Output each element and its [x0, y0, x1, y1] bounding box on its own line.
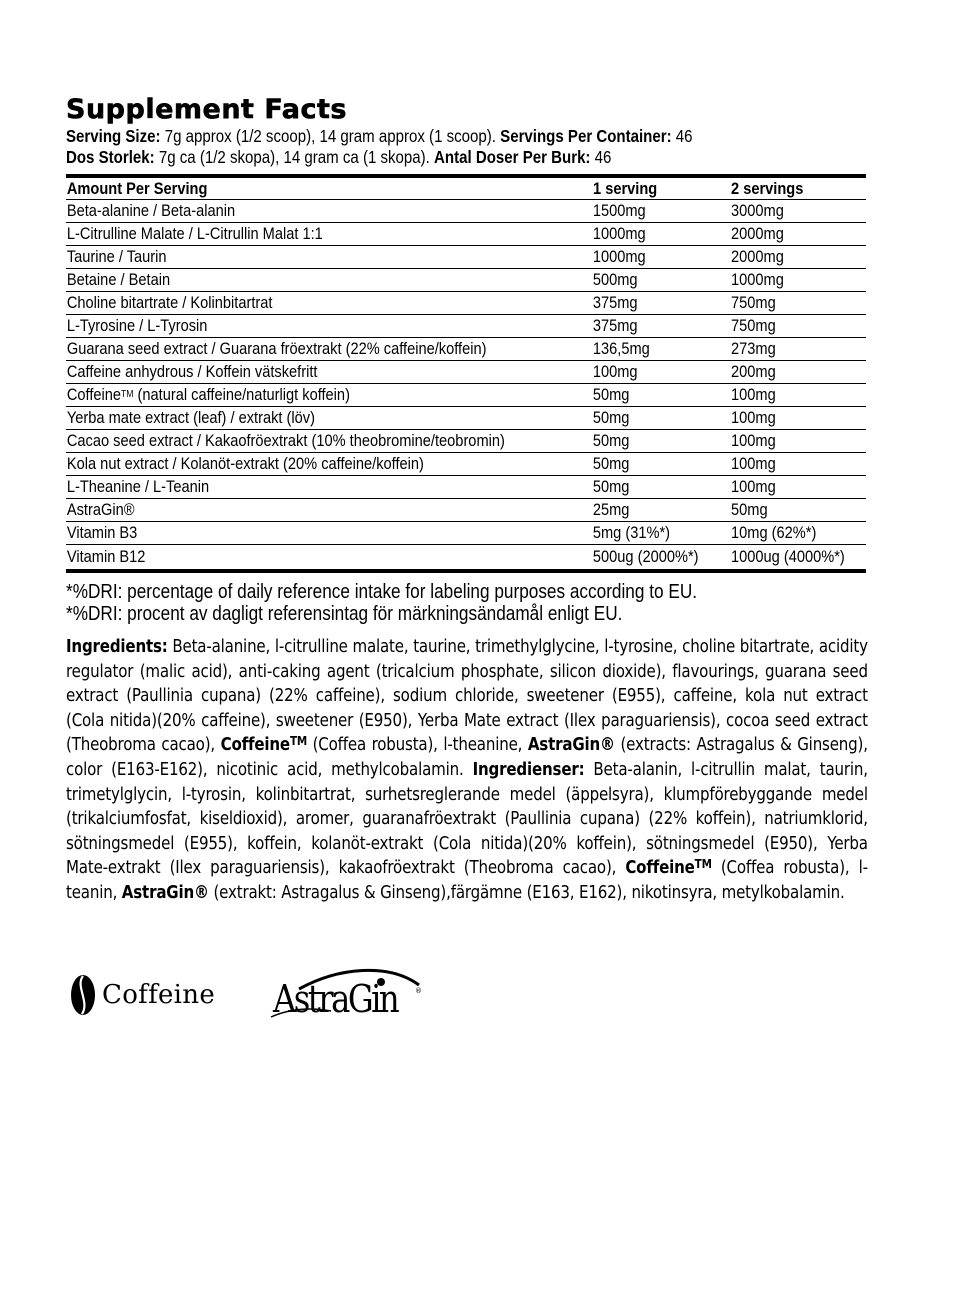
amount-1-serving: 375mg [593, 316, 638, 335]
table-row [66, 223, 866, 246]
amount-1-serving: 500ug (2000%*) [593, 547, 699, 566]
table-row [66, 384, 866, 407]
amount-1-serving: 25mg [593, 500, 630, 519]
table-row [66, 430, 866, 453]
ingredients-text-en: (Coffea robusta), l-theanine, [307, 735, 528, 756]
amount-1-serving: 1000mg [593, 247, 647, 266]
table-row [66, 292, 866, 315]
nutrient-name: Caffeine anhydrous / Koffein vätskefritt [66, 362, 318, 381]
ingredients-label-sv: Ingredienser: [472, 759, 585, 780]
nutrient-name: Cacao seed extract / Kakaofröextrakt (10% theobromine/teobromin) [66, 431, 505, 450]
supplement-facts-label [66, 94, 868, 906]
trademark-symbol: TM [121, 389, 134, 400]
table-row [66, 246, 866, 269]
table-row [66, 522, 866, 545]
serving-size-sv [66, 147, 756, 168]
table-row [66, 545, 866, 573]
registered-mark: ® [415, 987, 423, 995]
amount-1-serving: 375mg [593, 293, 638, 312]
nutrient-name: AstraGin® [66, 500, 135, 519]
coffee-bean-icon [70, 974, 96, 1016]
dri-footnote-sv: *%DRI: procent av dagligt referensintag för märkningsändamål enligt EU. [66, 603, 623, 625]
trademark-symbol: TM [694, 857, 712, 872]
antal-doser-value: 46 [590, 147, 612, 167]
serving-size-en [66, 126, 756, 147]
amount-1-serving: 500mg [593, 270, 638, 289]
nutrient-name: Vitamin B12 [66, 547, 146, 566]
amount-1-serving: 50mg [593, 385, 630, 404]
table-row [66, 453, 866, 476]
dos-storlek-label: Dos Storlek: [66, 147, 155, 167]
trademark-symbol: TM [289, 734, 308, 749]
amount-1-serving: 50mg [593, 477, 630, 496]
amount-2-servings: 2000mg [731, 224, 785, 243]
ingredients-text-sv: Beta-alanin, l-citrullin malat, taurin, trimetylglycin, l-tyrosin, kolinbitartrat, surhetsreglerande medel (äppelsyra), klumpförebyggande medel (trikalciumfosfat, kiseldioxid), aromer, guaranafröextrakt (Paullinia cupana) (22% koffein), natriumklorid, sötningsmedel (E955), koffein, kolanöt-extrakt (Cola nitida)(20% koffein), sötningsmedel (E950), Yerba Mate-extrakt (Ilex paraguariensis), kakaofröextrakt (Theobroma cacao), [66, 759, 868, 879]
amount-2-servings: 100mg [731, 431, 776, 450]
nutrient-name: Taurine / Taurin [66, 247, 167, 266]
amount-2-servings: 200mg [731, 362, 776, 381]
amount-1-serving: 100mg [593, 362, 638, 381]
amount-1-serving: 5mg (31%*) [593, 523, 671, 542]
header-2-servings: 2 servings [731, 178, 804, 198]
amount-2-servings: 1000ug (4000%*) [731, 547, 845, 566]
coffeine-description: (natural caffeine/naturligt koffein) [133, 385, 350, 404]
nutrient-name: Beta-alanine / Beta-alanin [66, 201, 236, 220]
amount-1-serving: 50mg [593, 408, 630, 427]
coffeine-brand: Coffeine [625, 858, 695, 879]
amount-1-serving: 50mg [593, 454, 630, 473]
amount-2-servings: 2000mg [731, 247, 785, 266]
amount-2-servings: 3000mg [731, 201, 785, 220]
antal-doser-label: Antal Doser Per Burk: [434, 147, 591, 167]
ingredients-text-en: (extracts: Astragalus & Ginseng), color (E163-E162), nicotinic acid, methylcobalamin. [66, 735, 868, 780]
table-row [66, 361, 866, 384]
coffeine-brand: Coffeine [220, 735, 290, 756]
nutrient-name [66, 385, 519, 405]
coffeine-logo [70, 974, 215, 1016]
ingredients-label-en: Ingredients: [66, 637, 168, 657]
amount-2-servings: 273mg [731, 339, 776, 358]
ingredients-text-sv: (Coffea robusta), l-teanin, [66, 858, 868, 903]
table-header-row [66, 178, 866, 200]
amount-2-servings: 750mg [731, 293, 776, 312]
astragin-logo-text: AstraGin [273, 977, 398, 1021]
ingredients-paragraph [66, 635, 868, 906]
header-1-serving: 1 serving [593, 178, 658, 198]
amount-1-serving: 50mg [593, 431, 630, 450]
amount-2-servings: 10mg (62%*) [731, 523, 817, 542]
amount-2-servings: 100mg [731, 477, 776, 496]
table-row [66, 338, 866, 361]
coffeine-logo-text: Coffeine [102, 980, 216, 1010]
amount-2-servings: 750mg [731, 316, 776, 335]
nutrient-name: L-Tyrosine / L-Tyrosin [66, 316, 208, 335]
servings-per-container-label: Servings Per Container: [500, 126, 672, 146]
table-row [66, 499, 866, 522]
nutrient-name: L-Theanine / L-Teanin [66, 477, 210, 496]
table-row [66, 315, 866, 338]
astragin-brand: AstraGin® [121, 882, 209, 903]
nutrient-name: L-Citrulline Malate / L-Citrullin Malat 1:1 [66, 224, 323, 243]
serving-size-label: Serving Size: [66, 126, 161, 146]
ingredients-text-sv: (extrakt: Astragalus & Ginseng),färgämne (E163, E162), nikotinsyra, metylkobalamin. [208, 882, 845, 903]
ingredients-text-en: Beta-alanine, l-citrulline malate, taurine, trimethylglycine, l-tyrosine, choline bitartrate, acidity regulator (malic acid), anti-caking agent (tricalcium phosphate, silicon dioxide), flavourings, guarana seed extract (Paullinia cupana) (22% caffeine), sodium chloride, sweetener (E955), caffeine, kola nut extract (Cola nitida)(20% caffeine), sweetener (E950), Yerba Mate extract (Ilex paraguariensis), cocoa seed extract (Theobroma cacao), [66, 637, 868, 756]
amount-1-serving: 1000mg [593, 224, 647, 243]
amount-1-serving: 136,5mg [593, 339, 651, 358]
servings-per-container-value: 46 [671, 126, 693, 146]
nutrient-name: Yerba mate extract (leaf) / extrakt (löv) [66, 408, 315, 427]
table-row [66, 269, 866, 292]
dos-storlek-value: 7g ca (1/2 skopa), 14 gram ca (1 skopa). [154, 147, 435, 167]
table-row [66, 407, 866, 430]
amount-2-servings: 100mg [731, 454, 776, 473]
astragin-logo [269, 965, 429, 1025]
nutrient-name: Kola nut extract / Kolanöt-extrakt (20% caffeine/koffein) [66, 454, 424, 473]
table-row [66, 476, 866, 499]
nutrient-name: Betaine / Betain [66, 270, 171, 289]
astragin-brand: AstraGin® [527, 735, 615, 756]
table-row [66, 200, 866, 223]
nutrient-table [66, 174, 866, 573]
nutrient-name: Guarana seed extract / Guarana fröextrakt (22% caffeine/koffein) [66, 339, 487, 358]
header-amount-per-serving: Amount Per Serving [66, 178, 208, 198]
label-title: Supplement Facts [66, 94, 347, 125]
brand-logos [70, 965, 429, 1025]
amount-2-servings: 50mg [731, 500, 768, 519]
amount-2-servings: 1000mg [731, 270, 785, 289]
amount-1-serving: 1500mg [593, 201, 647, 220]
amount-2-servings: 100mg [731, 385, 776, 404]
nutrient-name: Vitamin B3 [66, 523, 138, 542]
coffeine-brand: Coffeine [66, 385, 122, 404]
nutrient-name: Choline bitartrate / Kolinbitartrat [66, 293, 273, 312]
amount-2-servings: 100mg [731, 408, 776, 427]
serving-size-value: 7g approx (1/2 scoop), 14 gram approx (1 scoop). [160, 126, 501, 146]
dri-footnote-en: *%DRI: percentage of daily reference intake for labeling purposes according to EU. [66, 581, 698, 603]
